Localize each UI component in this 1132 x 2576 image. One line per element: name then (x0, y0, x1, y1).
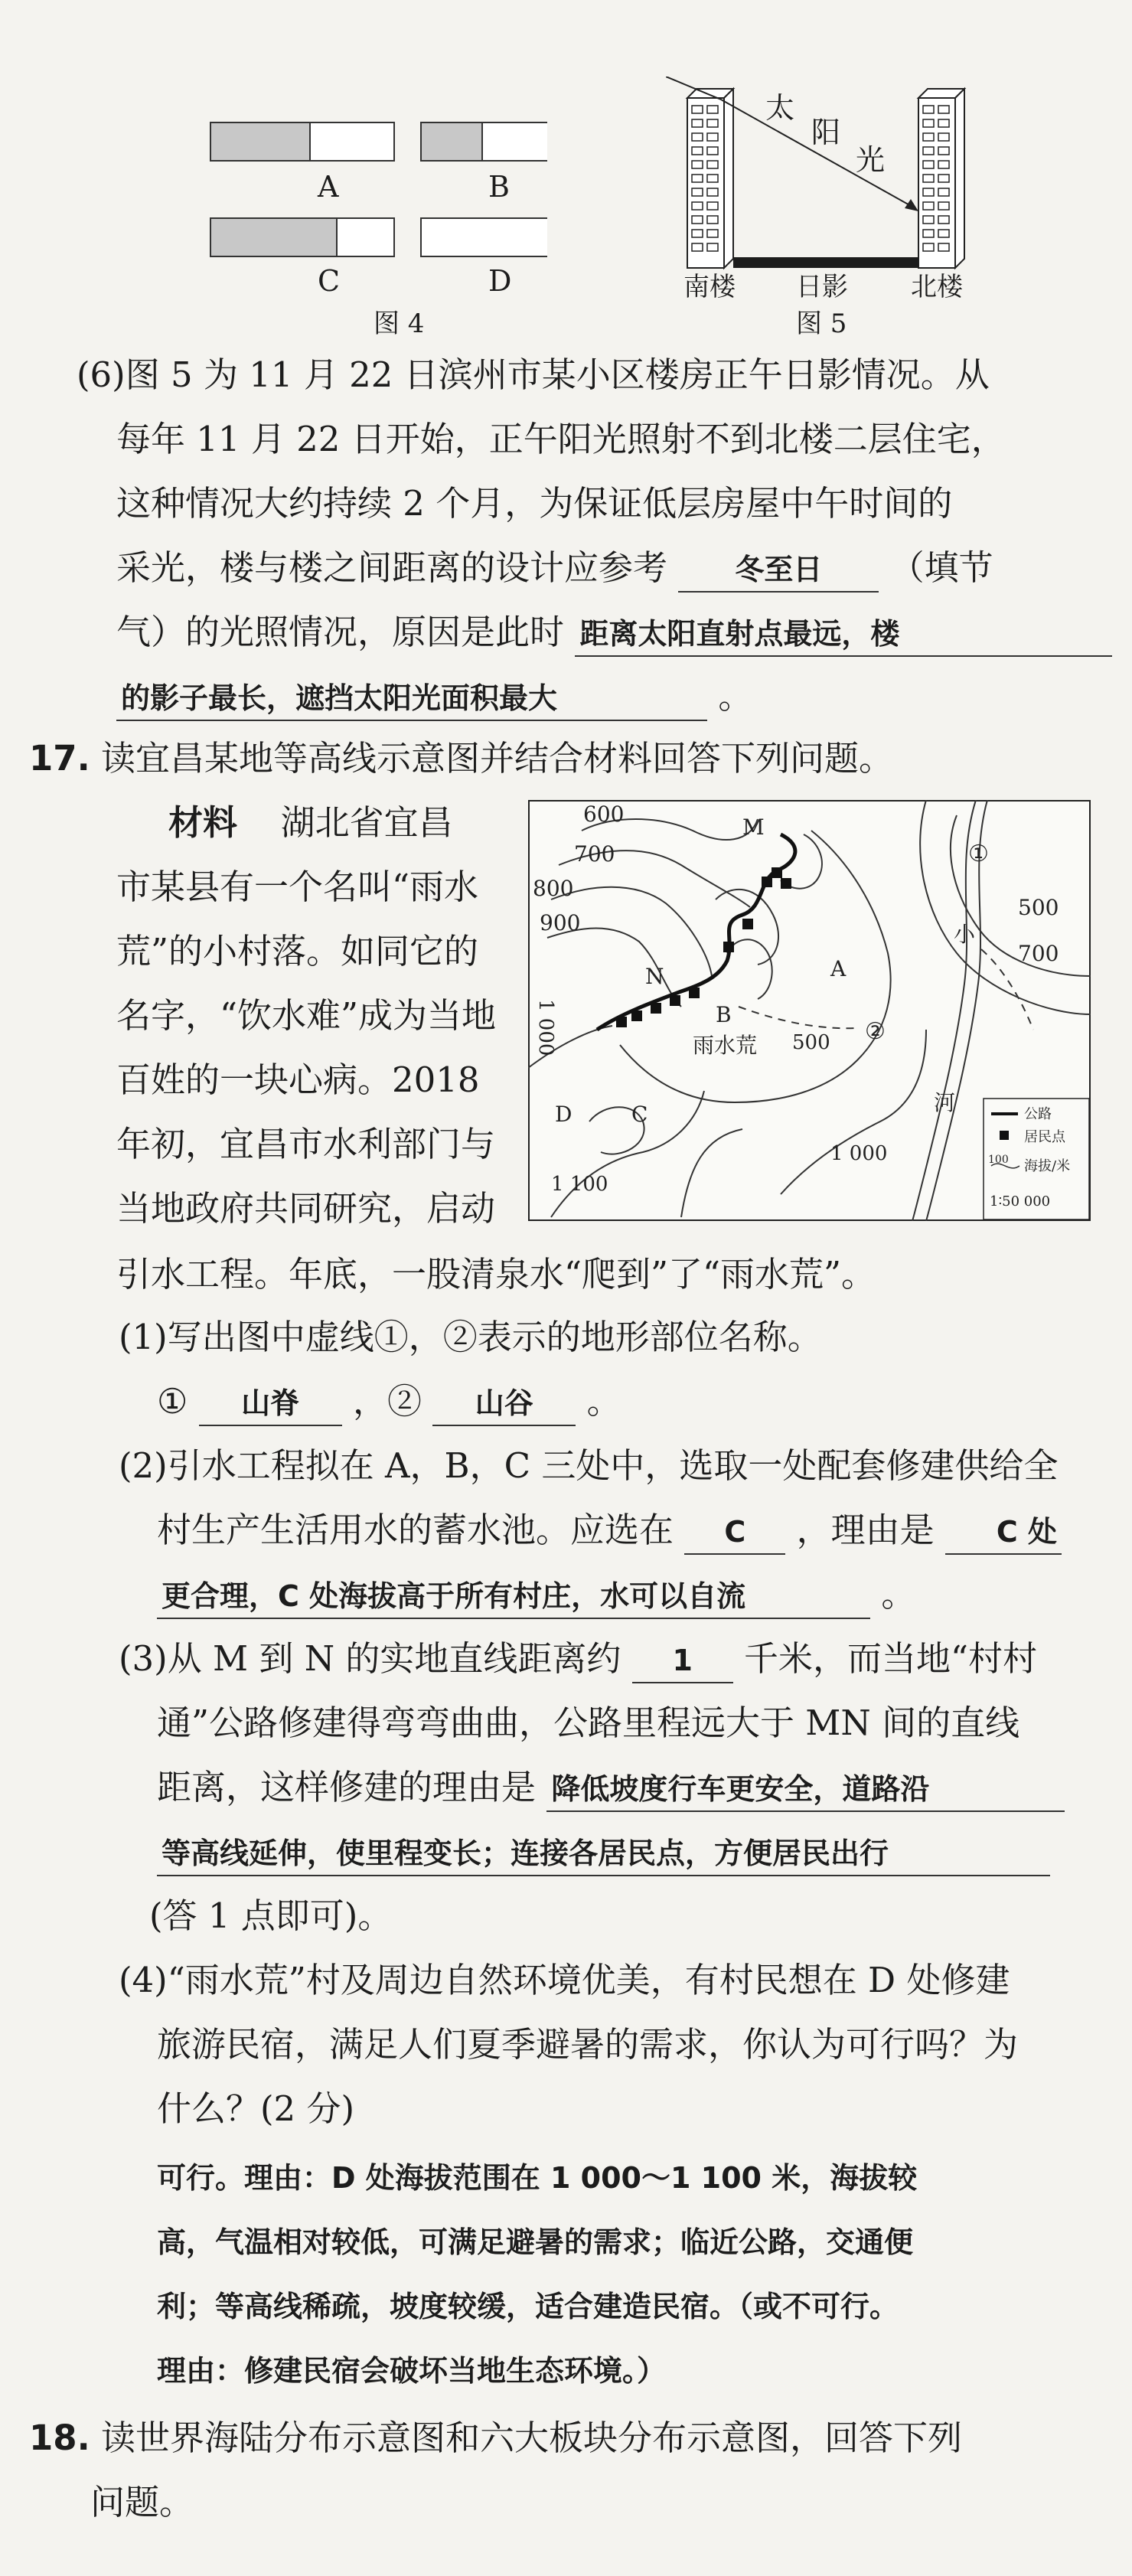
answer-reason-2b: 更合理，C 处海拔高于所有村庄，水可以自流 (157, 1575, 870, 1619)
material-line-7: 当地政府共同研究，启动 (116, 1188, 496, 1229)
q17-material (77, 796, 536, 1255)
map-legend (984, 1099, 1089, 1219)
question-16-part-6 (77, 348, 1102, 723)
q17-3-line1-text: (3)从 M 到 N 的实地直线距离约 (119, 1638, 621, 1679)
contour-label-1000-west: 1 000 (534, 999, 557, 1056)
material-line-5: 百姓的一块心病。2018 (116, 1059, 480, 1100)
q17-3-note: (答 1 点即可)。 (149, 1895, 393, 1936)
point-label-d: D (555, 1102, 573, 1127)
map-mark-1: ① (968, 841, 989, 867)
q17-2-post: 。 (881, 1574, 916, 1614)
material-line-2: 市某县有一个名叫“雨水 (116, 867, 479, 907)
q17-1-mark-1: ① (157, 1381, 188, 1422)
q16-6-line4-text: 采光，楼与楼之间距离的设计应参考 (116, 547, 668, 588)
material-line-3: 荒”的小村落。如同它的 (116, 931, 479, 971)
answer-valley: 山谷 (432, 1382, 576, 1426)
q17-4-line1: (4)“雨水荒”村及周边自然环境优美，有村民想在 D 处修建 (119, 1960, 1010, 2000)
q16-6-line3: 这种情况大约持续 2 个月，为保证低层房屋中午时间的 (116, 483, 953, 524)
q16-6-line2: 每年 11 月 22 日开始，正午阳光照射不到北楼二层住宅， (116, 419, 1006, 459)
river-char-1: 小 (954, 922, 976, 947)
fig4-label-c: C (318, 264, 341, 298)
q17-1-mark-2: ，② (352, 1381, 422, 1422)
contour-label-700-east: 700 (1018, 941, 1059, 966)
label-south-building: 南楼 (683, 272, 736, 302)
legend-contour-number: 100 (988, 1154, 1009, 1166)
map-mark-2: ② (865, 1018, 886, 1045)
fig5-caption: 图 5 (796, 309, 847, 339)
fig4-caption: 图 4 (374, 309, 425, 339)
contour-label-500-village: 500 (792, 1031, 830, 1054)
q17-3-line1-post: 千米，而当地“村村 (744, 1638, 1038, 1679)
answer-ridge: 山脊 (199, 1382, 342, 1426)
q17-2-line1: (2)引水工程拟在 A，B，C 三处中，选取一处配套修建供给全 (119, 1445, 1059, 1486)
answer-solar-term: 冬至日 (678, 548, 879, 593)
legend-road: 公路 (1024, 1106, 1052, 1122)
answer-distance: 1 (632, 1639, 733, 1683)
point-label-c: C (631, 1102, 648, 1127)
legend-settlement: 居民点 (1024, 1129, 1065, 1145)
answer-road-reason-b: 等高线延伸，使里程变长；连接各居民点，方便居民出行 (157, 1832, 1050, 1876)
q17-2-line2-text: 村生产生活用水的蓄水池。应选在 (157, 1510, 674, 1550)
contour-label-900: 900 (540, 910, 581, 935)
question-17-number: 17. (29, 738, 90, 779)
q17-4-answer-line3: 利；等高线稀疏，坡度较缓，适合建造民宿。（或不可行。 (157, 2290, 899, 2323)
village-name: 雨水荒 (693, 1033, 758, 1058)
q16-6-line6-post: 。 (718, 676, 753, 717)
sun-char-2: 阳 (811, 116, 841, 149)
point-label-b: B (716, 1002, 732, 1027)
contour-map (528, 800, 1091, 1221)
question-18-line1: 读世界海陆分布示意图和六大板块分布示意图，回答下列 (101, 2418, 963, 2458)
q17-2-line2-mid: ，理由是 (796, 1510, 935, 1550)
q16-6-line4-post: （填节 (889, 547, 993, 588)
label-shadow: 日影 (796, 272, 848, 302)
answer-road-reason-a: 降低坡度行车更安全，道路沿 (546, 1768, 1065, 1812)
river-char-2: 河 (934, 1090, 956, 1115)
fig4-label-d: D (488, 264, 512, 298)
figure-5-diagram (666, 77, 1003, 276)
question-18-number: 18. (29, 2418, 90, 2458)
q16-6-line5-text: 气）的光照情况，原因是此时 (116, 612, 565, 652)
q17-4-answer-line1: 可行。理由：D 处海拔范围在 1 000～1 100 米，海拔较 (157, 2161, 918, 2195)
question-17-title: 读宜昌某地等高线示意图并结合材料回答下列问题。 (101, 738, 894, 779)
answer-reason-part2: 的影子最长，遮挡太阳光面积最大 (116, 677, 707, 721)
point-label-n: N (645, 964, 664, 989)
q17-3-line2: 通”公路修建得弯弯曲曲，公路里程远大于 MN 间的直线 (157, 1703, 1020, 1743)
material-label: 材料 (168, 802, 238, 843)
sun-char-3: 光 (856, 143, 886, 177)
q17-4-answer-line2: 高，气温相对较低，可满足避暑的需求；临近公路，交通便 (157, 2225, 914, 2259)
q17-1-question: (1)写出图中虚线①，②表示的地形部位名称。 (119, 1317, 822, 1357)
q17-4-answer-line4: 理由：修建民宿会破坏当地生态环境。） (157, 2354, 667, 2388)
contour-label-1100: 1 100 (551, 1173, 608, 1196)
q17-4-line2: 旅游民宿，满足人们夏季避暑的需求，你认为可行吗？为 (157, 2024, 1019, 2065)
question-18-line2: 问题。 (90, 2482, 194, 2522)
south-building (687, 89, 733, 268)
contour-label-800: 800 (533, 876, 574, 901)
contour-label-600: 600 (583, 802, 625, 827)
answer-reason-2a: C 处 (945, 1510, 1062, 1555)
material-line-4: 名字，“饮水难”成为当地 (116, 995, 497, 1036)
contour-label-500-east: 500 (1018, 895, 1059, 920)
fig4-label-a: A (318, 170, 339, 204)
q17-3-line3-text: 距离，这样修建的理由是 (157, 1767, 537, 1807)
material-line-1: 湖北省宜昌 (280, 802, 453, 843)
label-north-building: 北楼 (911, 272, 963, 302)
legend-contour: 海拔/米 (1024, 1158, 1071, 1174)
contour-label-700: 700 (574, 841, 615, 867)
sun-char-1: 太 (765, 91, 795, 125)
q17-4-line3: 什么？(2 分) (157, 2088, 355, 2129)
contour-label-1000-south: 1 000 (830, 1142, 888, 1165)
answer-location: C (684, 1510, 785, 1555)
north-building (918, 89, 964, 268)
point-label-m: M (742, 815, 765, 840)
legend-scale: 1∶50 000 (990, 1193, 1051, 1210)
point-label-a: A (830, 956, 847, 981)
answer-reason-part1: 距离太阳直射点最远，楼 (575, 612, 1112, 657)
material-last-line: 引水工程。年底，一股清泉水“爬到”了“雨水荒”。 (116, 1254, 876, 1295)
q16-6-line1: (6)图 5 为 11 月 22 日滨州市某小区楼房正午日影情况。从 (77, 354, 990, 395)
q17-1-post: 。 (586, 1381, 621, 1422)
fig4-label-b: B (488, 170, 510, 204)
material-line-6: 年初，宜昌市水利部门与 (116, 1124, 496, 1164)
